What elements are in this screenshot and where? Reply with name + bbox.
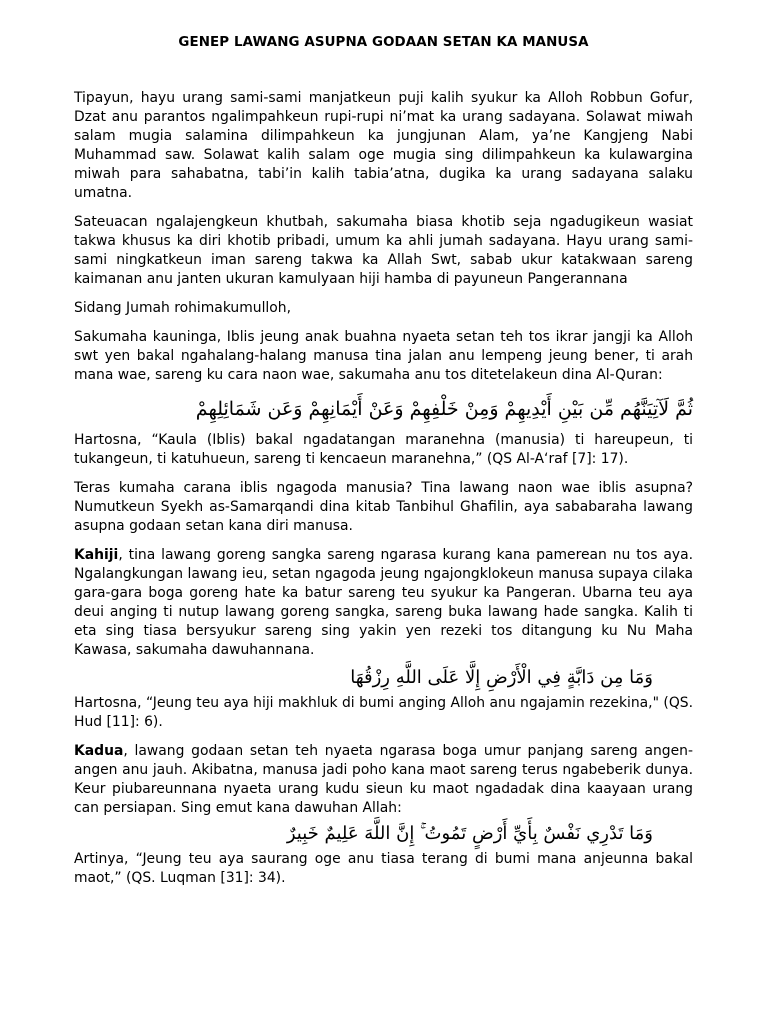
paragraph-hud-translation: Hartosna, “Jeung teu aya hiji makhluk di bumi anging Alloh anu ngajamin rezekina," (QS. Hud [11]: 6). [74,695,693,730]
paragraph-greeting: Sidang Jumah rohimakumulloh, [74,300,292,316]
paragraph-first-door [74,546,693,660]
paragraph-iblis-promise: Sakumaha kauninga, Iblis jeung anak buahna nyaeta setan teh tos ikrar jangji ka Alloh swt yen bakal ngahalang-halang manusa tina jalan anu lempeng jeung bener, ti arah mana wae, sareng ku cara naon wae, sakumaha anu tos ditetelakeun dina Al-Quran: [74,329,693,383]
arabic-verse-luqman: وَمَا تَدْرِي نَفْسٌ بِأَيِّ أَرْضٍ تَمُوتُ ۚ إِنَّ اللَّهَ عَلِيمٌ خَبِيرٌ [286,823,653,844]
arabic-verse-hud: وَمَا مِن دَابَّةٍ فِي الْأَرْضِ إِلَّا عَلَى اللَّهِ رِزْقُهَا [350,667,653,688]
paragraph-opening: Tipayun, hayu urang sami-sami manjatkeun puji kalih syukur ka Alloh Robbun Gofur, Dzat anu parantos ngalimpahkeun rupi-rupi ni’mat ka urang sadayana. Solawat miwah salam mugia salamina dilimpahkeun ka jungjunan Alam, ya’ne Kangjeng Nabi Muhammad saw. Solawat kalih salam oge mugia sing dilimpahkeun ka kulawargina miwah para sahabatna, tabi’in kalih tabia’atna, dugika ka urang sadayana salaku umatna. [74,90,693,201]
document-title: GENEP LAWANG ASUPNA GODAAN SETAN KA MANUSA [178,35,589,50]
paragraph-question: Teras kumaha carana iblis ngagoda manusia? Tina lawang naon wae iblis asupna? Numutkeun Syekh as-Samarqandi dina kitab Tanbihul Ghafilin, aya sababaraha lawang asupna godaan setan kana diri manusa. [74,480,693,534]
second-door-text: , lawang godaan setan teh nyaeta ngarasa boga umur panjang sareng angen-angen anu jauh. Akibatna, manusa jadi poho kana maot sareng terus ngabeberik dunya. Keur piubareunnana nyaeta urang kudu sieun ku maot ngadadak dina kaayaan urang can persiapan. Sing emut kana dawuhan Allah: [74,743,693,816]
second-door-label: Kadua [74,743,124,759]
paragraph-luqman-translation: Artinya, “Jeung teu aya saurang oge anu tiasa terang di bumi mana anjeunna bakal maot,” (QS. Luqman [31]: 34). [74,851,693,886]
paragraph-al-araf-translation: Hartosna, “Kaula (Iblis) bakal ngadatangan maranehna (manusia) ti hareupeun, ti tukangeun, ti katuhueun, sareng ti kencaeun maranehna,” (QS Al-A‘raf [7]: 17). [74,432,693,467]
paragraph-second-door [74,742,693,818]
paragraph-taqwa-advice: Sateuacan ngalajengkeun khutbah, sakumaha biasa khotib seja ngadugikeun wasiat takwa khusus ka diri khotib pribadi, umum ka ahli jumah sadayana. Hayu urang sami-sami ningkatkeun iman sareng takwa ka Allah Swt, sabab ukur katakwaan sareng kaimanan anu janten ukuran kamulyaan hiji hamba di payuneun Pangerannana [74,214,693,287]
document-page [74,34,693,898]
arabic-verse-al-araf: ثُمَّ لَآتِيَنَّهُم مِّن بَيْنِ أَيْدِيهِمْ وَمِنْ خَلْفِهِمْ وَعَنْ أَيْمَانِهِمْ وَعَن شَمَائِلِهِمْ [195,398,693,420]
first-door-label: Kahiji [74,547,119,563]
first-door-text: , tina lawang goreng sangka sareng ngarasa kurang kana pamerean nu tos aya. Ngalangkungan lawang ieu, setan ngagoda jeung ngajongklokeun manusa supaya cilaka gara-gara boga goreng hate ka batur sareng teu syukur ka Pangeran. Ubarna teu aya deui anging ti nutup lawang goreng sangka, sareng buka lawang hade sangka. Kalih ti eta sing tiasa bersyukur sareng sing yakin yen rezeki tos ditangung ku Nu Maha Kawasa, sakumaha dawuhannana. [74,547,693,658]
